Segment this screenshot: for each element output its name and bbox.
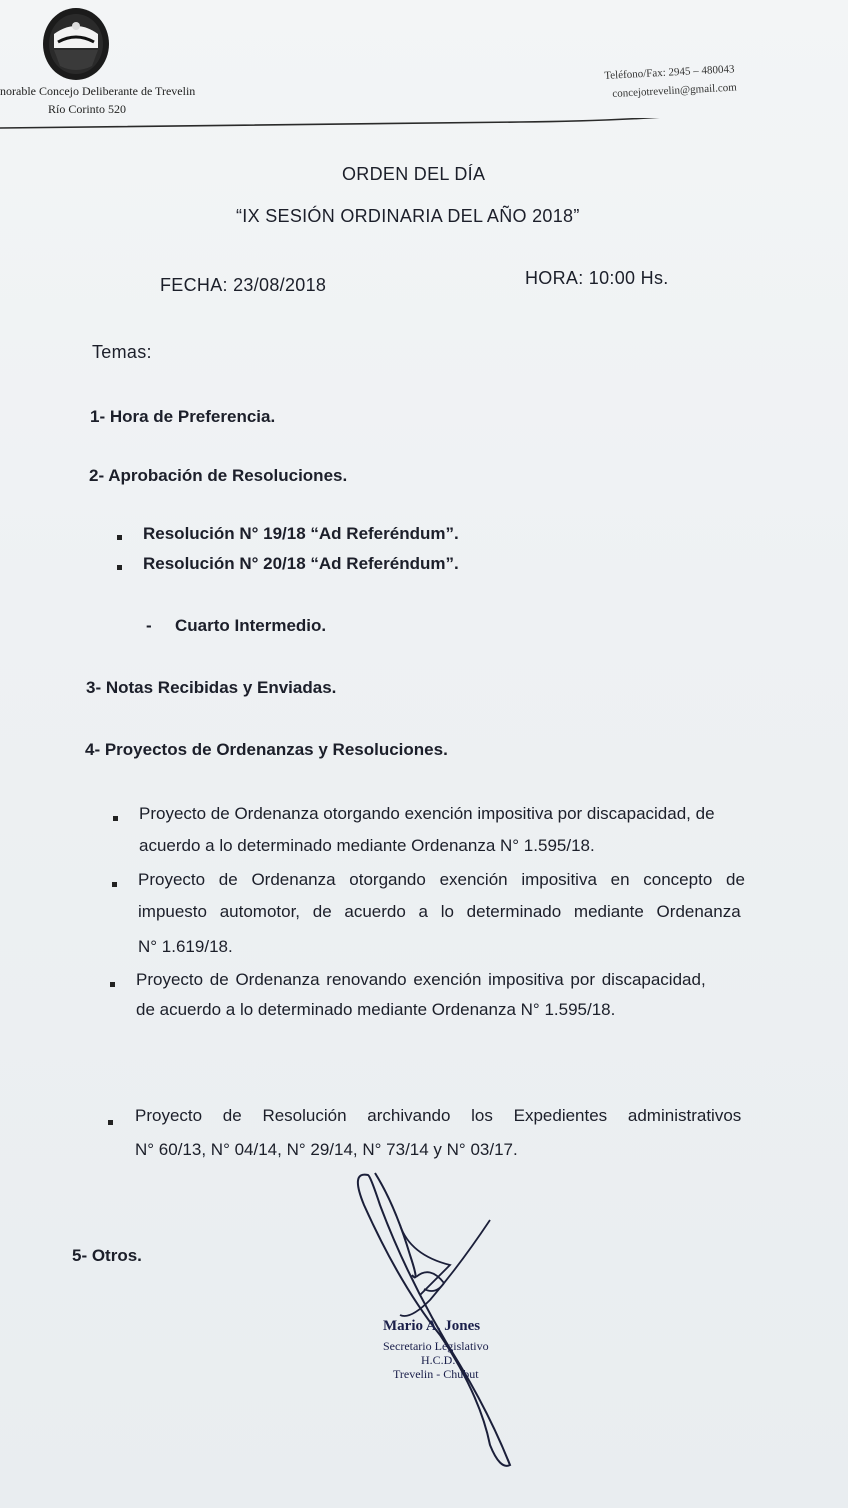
signatory-role: Secretario Legislativo <box>383 1339 489 1353</box>
bullet-icon <box>113 816 118 821</box>
ordinance-project-3-line2: de acuerdo a lo determinado mediante Ordenanza N° 1.595/18. <box>136 1000 616 1019</box>
topics-label: Temas: <box>92 342 152 362</box>
signatory-name: Mario A. Jones <box>383 1318 481 1334</box>
phone-fax: Teléfono/Fax: 2945 – 480043 <box>604 63 735 82</box>
session-date: FECHA: 23/08/2018 <box>160 275 327 295</box>
bullet-icon <box>117 535 122 540</box>
resolution-project-line1: Proyecto de Resolución archivando los Expedientes administrativos <box>135 1106 742 1125</box>
header-divider <box>0 118 848 158</box>
agenda-item-4: 4- Proyectos de Ordenanzas y Resoluciones. <box>85 740 448 759</box>
institution-name: norable Concejo Deliberante de Trevelin <box>0 84 196 98</box>
ordinance-project-1-line1: Proyecto de Ordenanza otorgando exención impositiva por discapacidad, de <box>139 804 715 823</box>
council-seal-logo <box>40 4 112 82</box>
bullet-icon <box>112 882 117 887</box>
bullet-icon <box>108 1120 113 1125</box>
document-title: ORDEN DEL DÍA <box>342 164 486 184</box>
agenda-item-3: 3- Notas Recibidas y Enviadas. <box>86 678 337 697</box>
resolution-project-line2: N° 60/13, N° 04/14, N° 29/14, N° 73/14 y N° 03/17. <box>135 1140 518 1159</box>
ordinance-project-2-line1: Proyecto de Ordenanza otorgando exención impositiva en concepto de <box>138 870 745 889</box>
ordinance-project-2-line3: N° 1.619/18. <box>138 937 233 956</box>
email-address: concejotrevelin@gmail.com <box>612 81 738 100</box>
signatory-place: Trevelin - Chubut <box>393 1367 479 1381</box>
bullet-icon <box>110 982 115 987</box>
agenda-item-5: 5- Otros. <box>72 1246 142 1265</box>
ordinance-project-3-line1: Proyecto de Ordenanza renovando exención impositiva por discapacidad, <box>136 970 706 989</box>
signatory-body: H.C.D. <box>421 1353 456 1367</box>
agenda-item-1: 1- Hora de Preferencia. <box>90 407 276 426</box>
agenda-item-2: 2- Aprobación de Resoluciones. <box>89 466 348 485</box>
ordinance-project-2-line2: impuesto automotor, de acuerdo a lo determinado mediante Ordenanza <box>138 902 741 921</box>
cuarto-intermedio: Cuarto Intermedio. <box>175 616 327 635</box>
dash-icon: - <box>146 616 152 635</box>
resolution-20-18: Resolución N° 20/18 “Ad Referéndum”. <box>143 554 459 573</box>
resolution-19-18: Resolución N° 19/18 “Ad Referéndum”. <box>143 524 459 543</box>
session-time: HORA: 10:00 Hs. <box>525 268 669 288</box>
institution-address: Río Corinto 520 <box>48 102 127 116</box>
session-subtitle: “IX SESIÓN ORDINARIA DEL AÑO 2018” <box>236 206 580 226</box>
bullet-icon <box>117 565 122 570</box>
ordinance-project-1-line2: acuerdo a lo determinado mediante Ordenanza N° 1.595/18. <box>139 836 595 855</box>
